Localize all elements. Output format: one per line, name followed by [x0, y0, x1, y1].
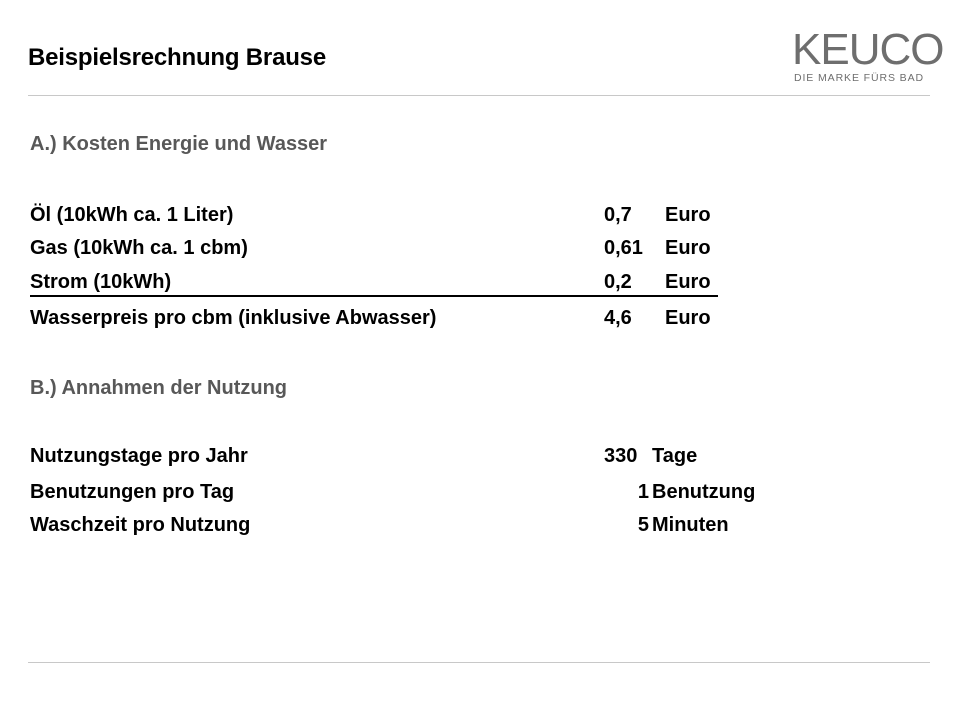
row-unit: Euro — [665, 307, 711, 329]
row-value: 4,6 — [604, 307, 632, 329]
row-unit: Euro — [665, 204, 711, 226]
row-value: 1 — [637, 481, 649, 503]
section-b-heading: B.) Annahmen der Nutzung — [30, 377, 288, 399]
row-label: Gas (10kWh ca. 1 cbm) — [30, 237, 248, 259]
logo-wordmark: KEUCO — [792, 25, 944, 74]
row-unit: Benutzung — [652, 481, 756, 503]
row-value: 5 — [637, 514, 649, 536]
cost-row-gas — [30, 237, 750, 263]
row-unit: Euro — [665, 237, 711, 259]
row-value: 0,61 — [604, 237, 643, 259]
row-value: 0,7 — [604, 204, 632, 226]
row-value: 0,2 — [604, 271, 632, 293]
usage-row-duration — [30, 514, 750, 540]
row-label: Benutzungen pro Tag — [30, 481, 235, 503]
cost-row-water — [30, 307, 750, 333]
row-label: Wasserpreis pro cbm (inklusive Abwasser) — [30, 307, 437, 329]
row-unit: Minuten — [652, 514, 729, 536]
bottom-divider — [28, 662, 930, 663]
row-label: Nutzungstage pro Jahr — [30, 445, 248, 467]
row-label: Waschzeit pro Nutzung — [30, 514, 251, 536]
slide-title: Beispielsrechnung Brause — [28, 44, 326, 71]
row-unit: Euro — [665, 271, 711, 293]
section-a-heading: A.) Kosten Energie und Wasser — [30, 133, 328, 155]
logo-tagline: DIE MARKE FÜRS BAD — [794, 72, 924, 84]
cost-row-oil — [30, 204, 750, 230]
keuco-logo — [792, 25, 944, 86]
row-value: 330 — [604, 445, 638, 467]
cost-row-electricity — [30, 271, 718, 297]
row-label: Öl (10kWh ca. 1 Liter) — [30, 204, 234, 226]
row-label: Strom (10kWh) — [30, 271, 172, 293]
row-unit: Tage — [652, 445, 698, 467]
top-divider — [28, 95, 930, 96]
usage-row-uses — [30, 481, 756, 507]
usage-row-days — [30, 445, 750, 471]
